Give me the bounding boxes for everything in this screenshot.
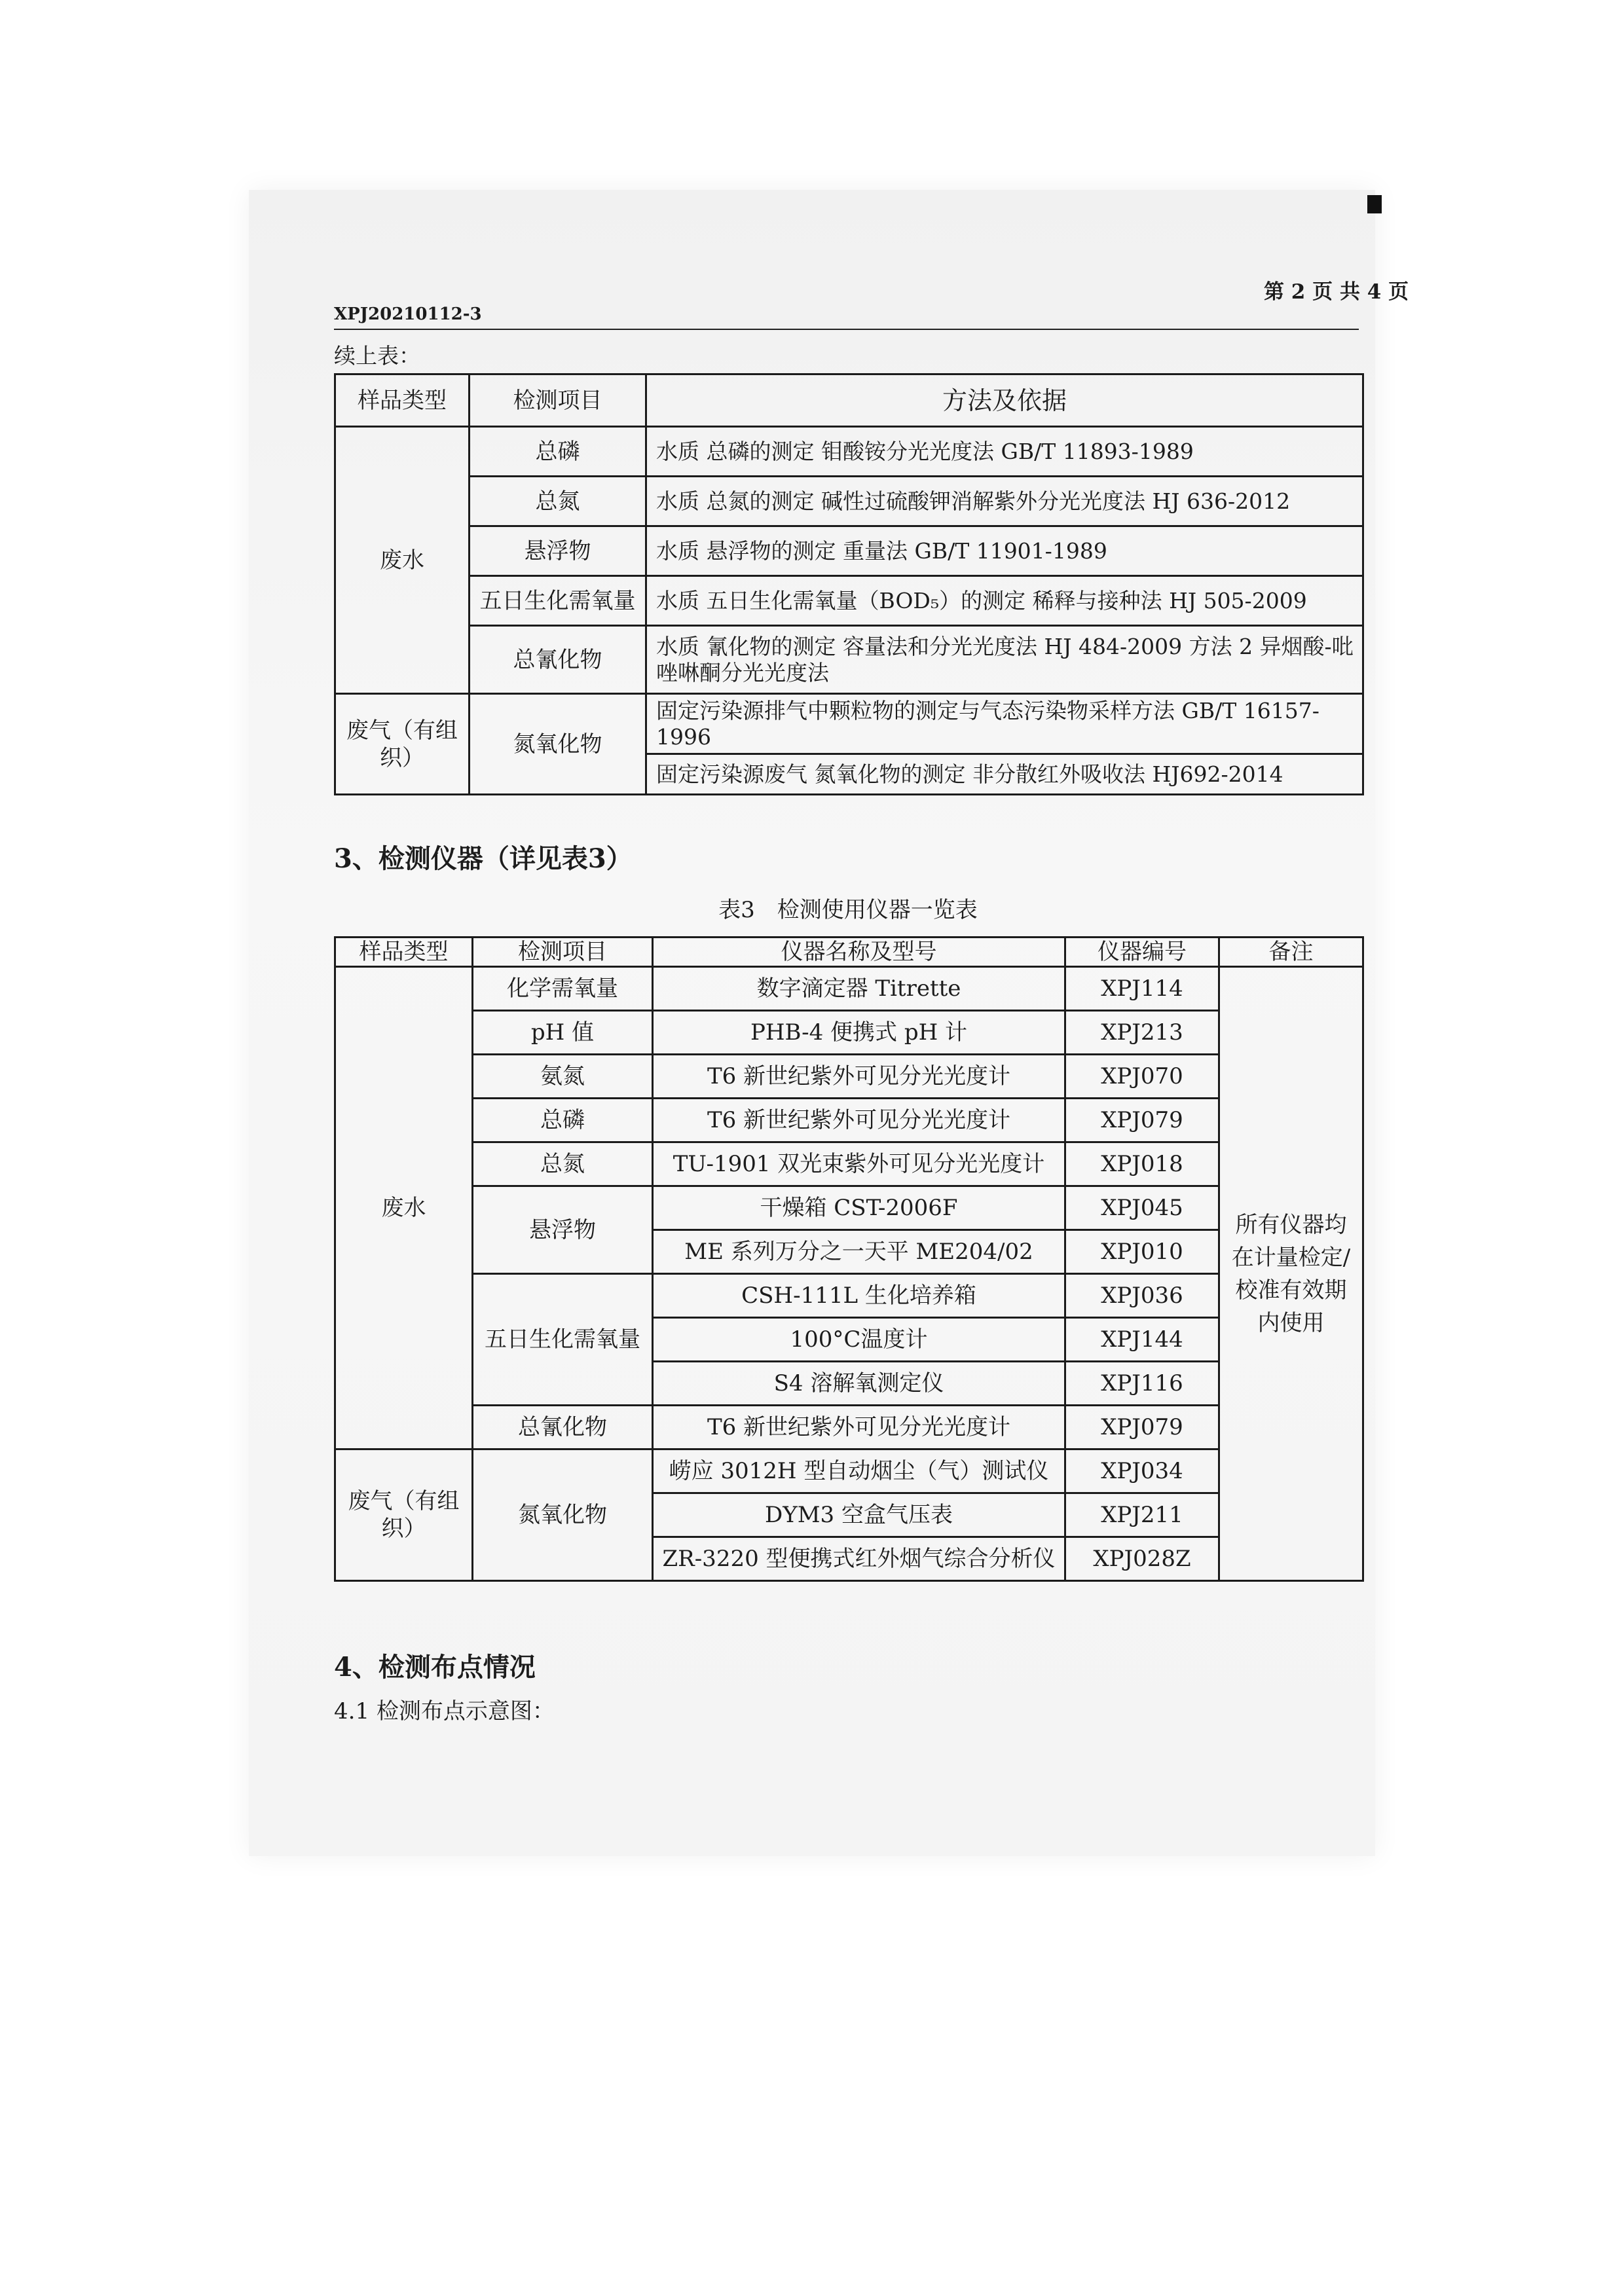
continued-label: 续上表： — [334, 343, 420, 369]
item-cell: 氨氮 — [473, 1055, 653, 1099]
table-row — [335, 967, 1363, 1011]
instrument-code-cell: XPJ114 — [1065, 967, 1219, 1011]
table-row — [335, 526, 1363, 576]
document-id: XPJ20210112-3 — [334, 304, 482, 324]
item-cell: pH 值 — [473, 1011, 653, 1055]
item-cell: 氮氧化物 — [473, 1449, 653, 1581]
instrument-code-cell: XPJ070 — [1065, 1055, 1219, 1099]
sample-type-cell: 废水 — [335, 427, 470, 694]
sample-type-cell: 废气（有组织） — [335, 694, 470, 795]
instruments-header-row — [335, 938, 1363, 967]
instrument-name-cell: T6 新世纪紫外可见分光光度计 — [653, 1406, 1065, 1449]
header-instrument-code: 仪器编号 — [1065, 938, 1219, 967]
item-cell: 五日生化需氧量 — [473, 1274, 653, 1406]
item-cell: 化学需氧量 — [473, 967, 653, 1011]
item-cell: 总氮 — [470, 477, 646, 526]
instrument-code-cell: XPJ010 — [1065, 1230, 1219, 1274]
method-cell: 固定污染源排气中颗粒物的测定与气态污染物采样方法 GB/T 16157-1996 — [646, 694, 1363, 754]
instrument-name-cell: PHB-4 便携式 pH 计 — [653, 1011, 1065, 1055]
method-cell: 水质 总磷的测定 钼酸铵分光光度法 GB/T 11893-1989 — [646, 427, 1363, 477]
instrument-code-cell: XPJ036 — [1065, 1274, 1219, 1318]
item-cell: 悬浮物 — [473, 1186, 653, 1274]
header-instrument-name: 仪器名称及型号 — [653, 938, 1065, 967]
instrument-code-cell: XPJ028Z — [1065, 1537, 1219, 1581]
instrument-code-cell: XPJ079 — [1065, 1099, 1219, 1142]
table-row — [335, 1449, 1363, 1493]
instrument-name-cell: T6 新世纪紫外可见分光光度计 — [653, 1099, 1065, 1142]
instrument-name-cell: CSH-111L 生化培养箱 — [653, 1274, 1065, 1318]
header-test-item: 检测项目 — [473, 938, 653, 967]
table-row — [335, 1406, 1363, 1449]
instrument-code-cell: XPJ045 — [1065, 1186, 1219, 1230]
instrument-name-cell: DYM3 空盒气压表 — [653, 1493, 1065, 1537]
table-row — [335, 1142, 1363, 1186]
method-cell: 水质 总氮的测定 碱性过硫酸钾消解紫外分光光度法 HJ 636-2012 — [646, 477, 1363, 526]
section-4-heading: 4、检测布点情况 — [334, 1652, 536, 1683]
item-cell: 总氮 — [473, 1142, 653, 1186]
header-sample-type: 样品类型 — [335, 374, 470, 427]
remark-cell: 所有仪器均在计量检定/校准有效期内使用 — [1219, 967, 1363, 1581]
table-row — [335, 576, 1363, 626]
item-cell: 氮氧化物 — [470, 694, 646, 795]
item-cell: 悬浮物 — [470, 526, 646, 576]
instrument-code-cell: XPJ079 — [1065, 1406, 1219, 1449]
table-3-caption: 表3 检测使用仪器一览表 — [718, 897, 978, 923]
section-3-heading: 3、检测仪器（详见表3） — [334, 843, 633, 874]
item-cell: 五日生化需氧量 — [470, 576, 646, 626]
item-cell: 总磷 — [473, 1099, 653, 1142]
method-cell: 固定污染源废气 氮氧化物的测定 非分散红外吸收法 HJ692-2014 — [646, 754, 1363, 795]
table-row — [335, 1274, 1363, 1318]
header-rule — [334, 329, 1359, 330]
instrument-name-cell: ZR-3220 型便携式红外烟气综合分析仪 — [653, 1537, 1065, 1581]
item-cell: 总磷 — [470, 427, 646, 477]
sample-type-cell: 废气（有组织） — [335, 1449, 473, 1581]
table-row — [335, 1055, 1363, 1099]
page-number: 第 2 页 共 4 页 — [1264, 280, 1409, 304]
method-cell: 水质 悬浮物的测定 重量法 GB/T 11901-1989 — [646, 526, 1363, 576]
section-4-1-heading: 4.1 检测布点示意图： — [334, 1698, 555, 1724]
header-remark: 备注 — [1219, 938, 1363, 967]
instrument-name-cell: ME 系列万分之一天平 ME204/02 — [653, 1230, 1065, 1274]
method-cell: 水质 五日生化需氧量（BOD₅）的测定 稀释与接种法 HJ 505-2009 — [646, 576, 1363, 626]
scanned-page — [249, 190, 1409, 1856]
instrument-code-cell: XPJ144 — [1065, 1318, 1219, 1362]
item-cell: 总氰化物 — [473, 1406, 653, 1449]
sample-type-cell: 废水 — [335, 967, 473, 1449]
methods-header-row — [335, 374, 1363, 427]
header-sample-type: 样品类型 — [335, 938, 473, 967]
table-row — [335, 1099, 1363, 1142]
instruments-table — [334, 936, 1364, 1582]
instrument-code-cell: XPJ211 — [1065, 1493, 1219, 1537]
table-row — [335, 626, 1363, 694]
scan-corner-mark — [1367, 195, 1382, 213]
instrument-code-cell: XPJ018 — [1065, 1142, 1219, 1186]
instrument-code-cell: XPJ034 — [1065, 1449, 1219, 1493]
table-row — [335, 1011, 1363, 1055]
table-row — [335, 694, 1363, 754]
table-row — [335, 477, 1363, 526]
instrument-name-cell: 数字滴定器 Titrette — [653, 967, 1065, 1011]
instrument-code-cell: XPJ116 — [1065, 1362, 1219, 1406]
table-row — [335, 427, 1363, 477]
instrument-name-cell: 100°C温度计 — [653, 1318, 1065, 1362]
instrument-name-cell: 干燥箱 CST-2006F — [653, 1186, 1065, 1230]
instrument-name-cell: 崂应 3012H 型自动烟尘（气）测试仪 — [653, 1449, 1065, 1493]
table-row — [335, 1186, 1363, 1230]
instrument-name-cell: TU-1901 双光束紫外可见分光光度计 — [653, 1142, 1065, 1186]
instrument-name-cell: S4 溶解氧测定仪 — [653, 1362, 1065, 1406]
item-cell: 总氰化物 — [470, 626, 646, 694]
methods-table — [334, 373, 1364, 795]
instrument-code-cell: XPJ213 — [1065, 1011, 1219, 1055]
header-method: 方法及依据 — [646, 374, 1363, 427]
header-test-item: 检测项目 — [470, 374, 646, 427]
instrument-name-cell: T6 新世纪紫外可见分光光度计 — [653, 1055, 1065, 1099]
method-cell: 水质 氰化物的测定 容量法和分光光度法 HJ 484-2009 方法 2 异烟酸-吡唑啉酮分光光度法 — [646, 626, 1363, 694]
